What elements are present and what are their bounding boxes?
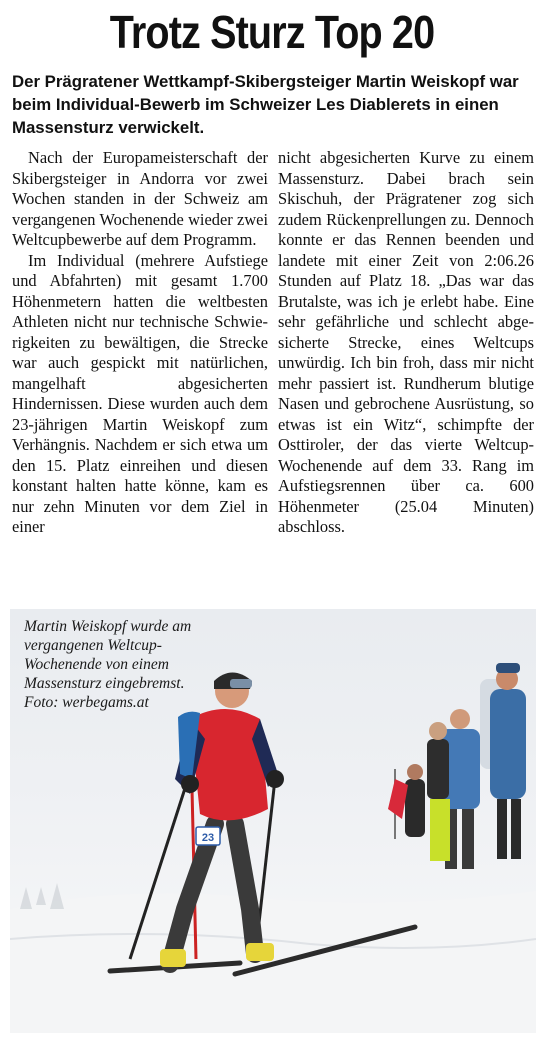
lead-paragraph: Der Prägratener Wettkampf-Skibergsteiger Martin Weiskopf war beim Individual-Bewerb im Schweizer Les Diablerets in einen Massensturz verwickelt. [12,72,519,137]
headline: Trotz Sturz Top 20 [109,6,435,58]
body-paragraph: Nach der Europameisterschaft der Skibergsteiger in Andorra vor zwei Wochen standen in der Schweiz am vergangenen Wochenende wieder zwei Weltcupbewerbe auf dem Programm. [12,148,268,249]
body-paragraph: nicht abgesicherten Kurve zu einem Massensturz. Dabei brach sein Skischuh, der Prägratener zog sich zudem Rückenprellungen zu. Dennoch konnte er das Rennen beenden und landete mit einer Zeit von 2:06.26 Stunden auf Platz 18. „Das war das Brutalste, was ich je erlebt habe. Eine sehr gefährliche und schlecht abgesicherte Strecke, eines Weltcups unwürdig. Ich bin froh, dass mir nicht mehr passiert ist. Rundherum blutige Nasen und gebrochene Ausrüstung, so etwas ist ein Witz“, schimpfte der Osttiroler, der das vierte Weltcup-Wochenende auf dem 33. Rang im Aufstiegsrennen über ca. 600 Höhenmeter (25.04 Minuten) abschloss. [278,148,534,536]
article-column-right [278,148,534,538]
body-paragraph: Im Individual (mehrere Aufstiege und Abfahrten) mit gesamt 1.700 Höhenmetern hatten die weltbesten Athleten nicht nur technische Schwierigkeiten zu bewältigen, die Strecke war auch gespickt mit natürlichen, mangelhaft abgesicherten Hindernissen. Diese wurden auch dem 23-jährigen Martin Weiskopf zum Verhängnis. Nachdem er sich etwa um den 15. Platz einreihen und diesen konstant halten hatte könne, kam es nur zehn Minuten vor dem Ziel in einer [12,250,268,536]
article-column-left [12,148,268,538]
bib-number: 23 [201,832,215,844]
photo-caption: Martin Weiskopf wurde am vergangenen Weltcup-Wochenende von einem Massensturz eingebremst. Foto: werbegams.at [24,618,192,711]
article-photo [10,609,536,1033]
